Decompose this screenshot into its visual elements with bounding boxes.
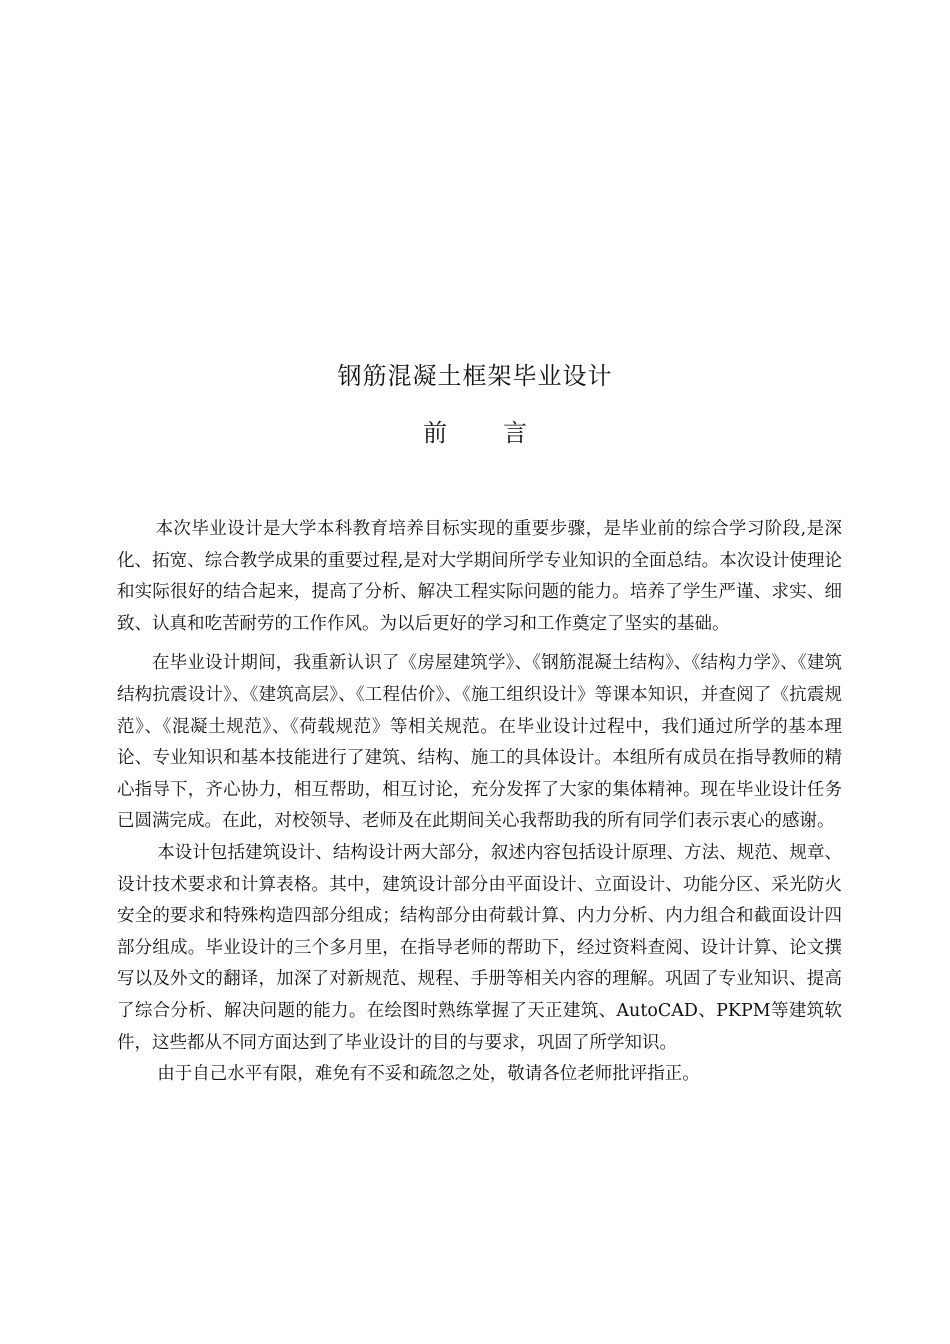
preface-heading [0, 414, 950, 452]
paragraph: 本次毕业设计是大学本科教育培养目标实现的重要步骤，是毕业前的综合学习阶段,是深化、拓宽、综合教学成果的重要过程,是对大学期间所学专业知识的全面总结。本次设计使理论和实际很好的结合起来，提高了分析、解决工程实际问题的能力。培养了学生严谨、求实、细致、认真和吃苦耐劳的工作作风。为以后更好的学习和工作奠定了坚实的基础。 [117, 519, 842, 634]
paragraph: 由于自己水平有限，难免有不妥和疏忽之处，敬请各位老师批评指正。 [157, 1064, 700, 1085]
preface-heading-char-2: 言 [503, 419, 527, 447]
preface-heading-char-1: 前 [423, 419, 447, 447]
document-title: 钢筋混凝土框架毕业设计 [337, 362, 613, 390]
preface-body [117, 514, 842, 1091]
paragraph: 本设计包括建筑设计、结构设计两大部分，叙述内容包括设计原理、方法、规范、规章、设计技术要求和计算表格。其中，建筑设计部分由平面设计、立面设计、功能分区、采光防火安全的要求和特殊构造四部分组成；结构部分由荷载计算、内力分析、内力组合和截面设计四部分组成。毕业设计的三个多月里，在指导老师的帮助下，经过资料查阅、设计计算、论文撰写以及外文的翻译，加深了对新规范、规程、手册等相关内容的理解。巩固了专业知识、提高了综合分析、解决问题的能力。在绘图时熟练掌握了天正建筑、AutoCAD、PKPM等建筑软件，这些都从不同方面达到了毕业设计的目的与要求，巩固了所学知识。 [117, 842, 842, 1053]
paragraph: 在毕业设计期间，我重新认识了《房屋建筑学》、《钢筋混凝土结构》、《结构力学》、《建筑结构抗震设计》、《建筑高层》、《工程估价》、《施工组织设计》等课本知识，并查阅了《抗震规范》、《混凝土规范》、《荷载规范》等相关规范。在毕业设计过程中，我们通过所学的基本理论、专业知识和基本技能进行了建筑、结构、施工的具体设计。本组所有成员在指导教师的精心指导下，齐心协力，相互帮助，相互讨论，充分发挥了大家的集体精神。现在毕业设计任务已圆满完成。在此，对校领导、老师及在此期间关心我帮助我的所有同学们表示衷心的感谢。 [117, 653, 842, 832]
